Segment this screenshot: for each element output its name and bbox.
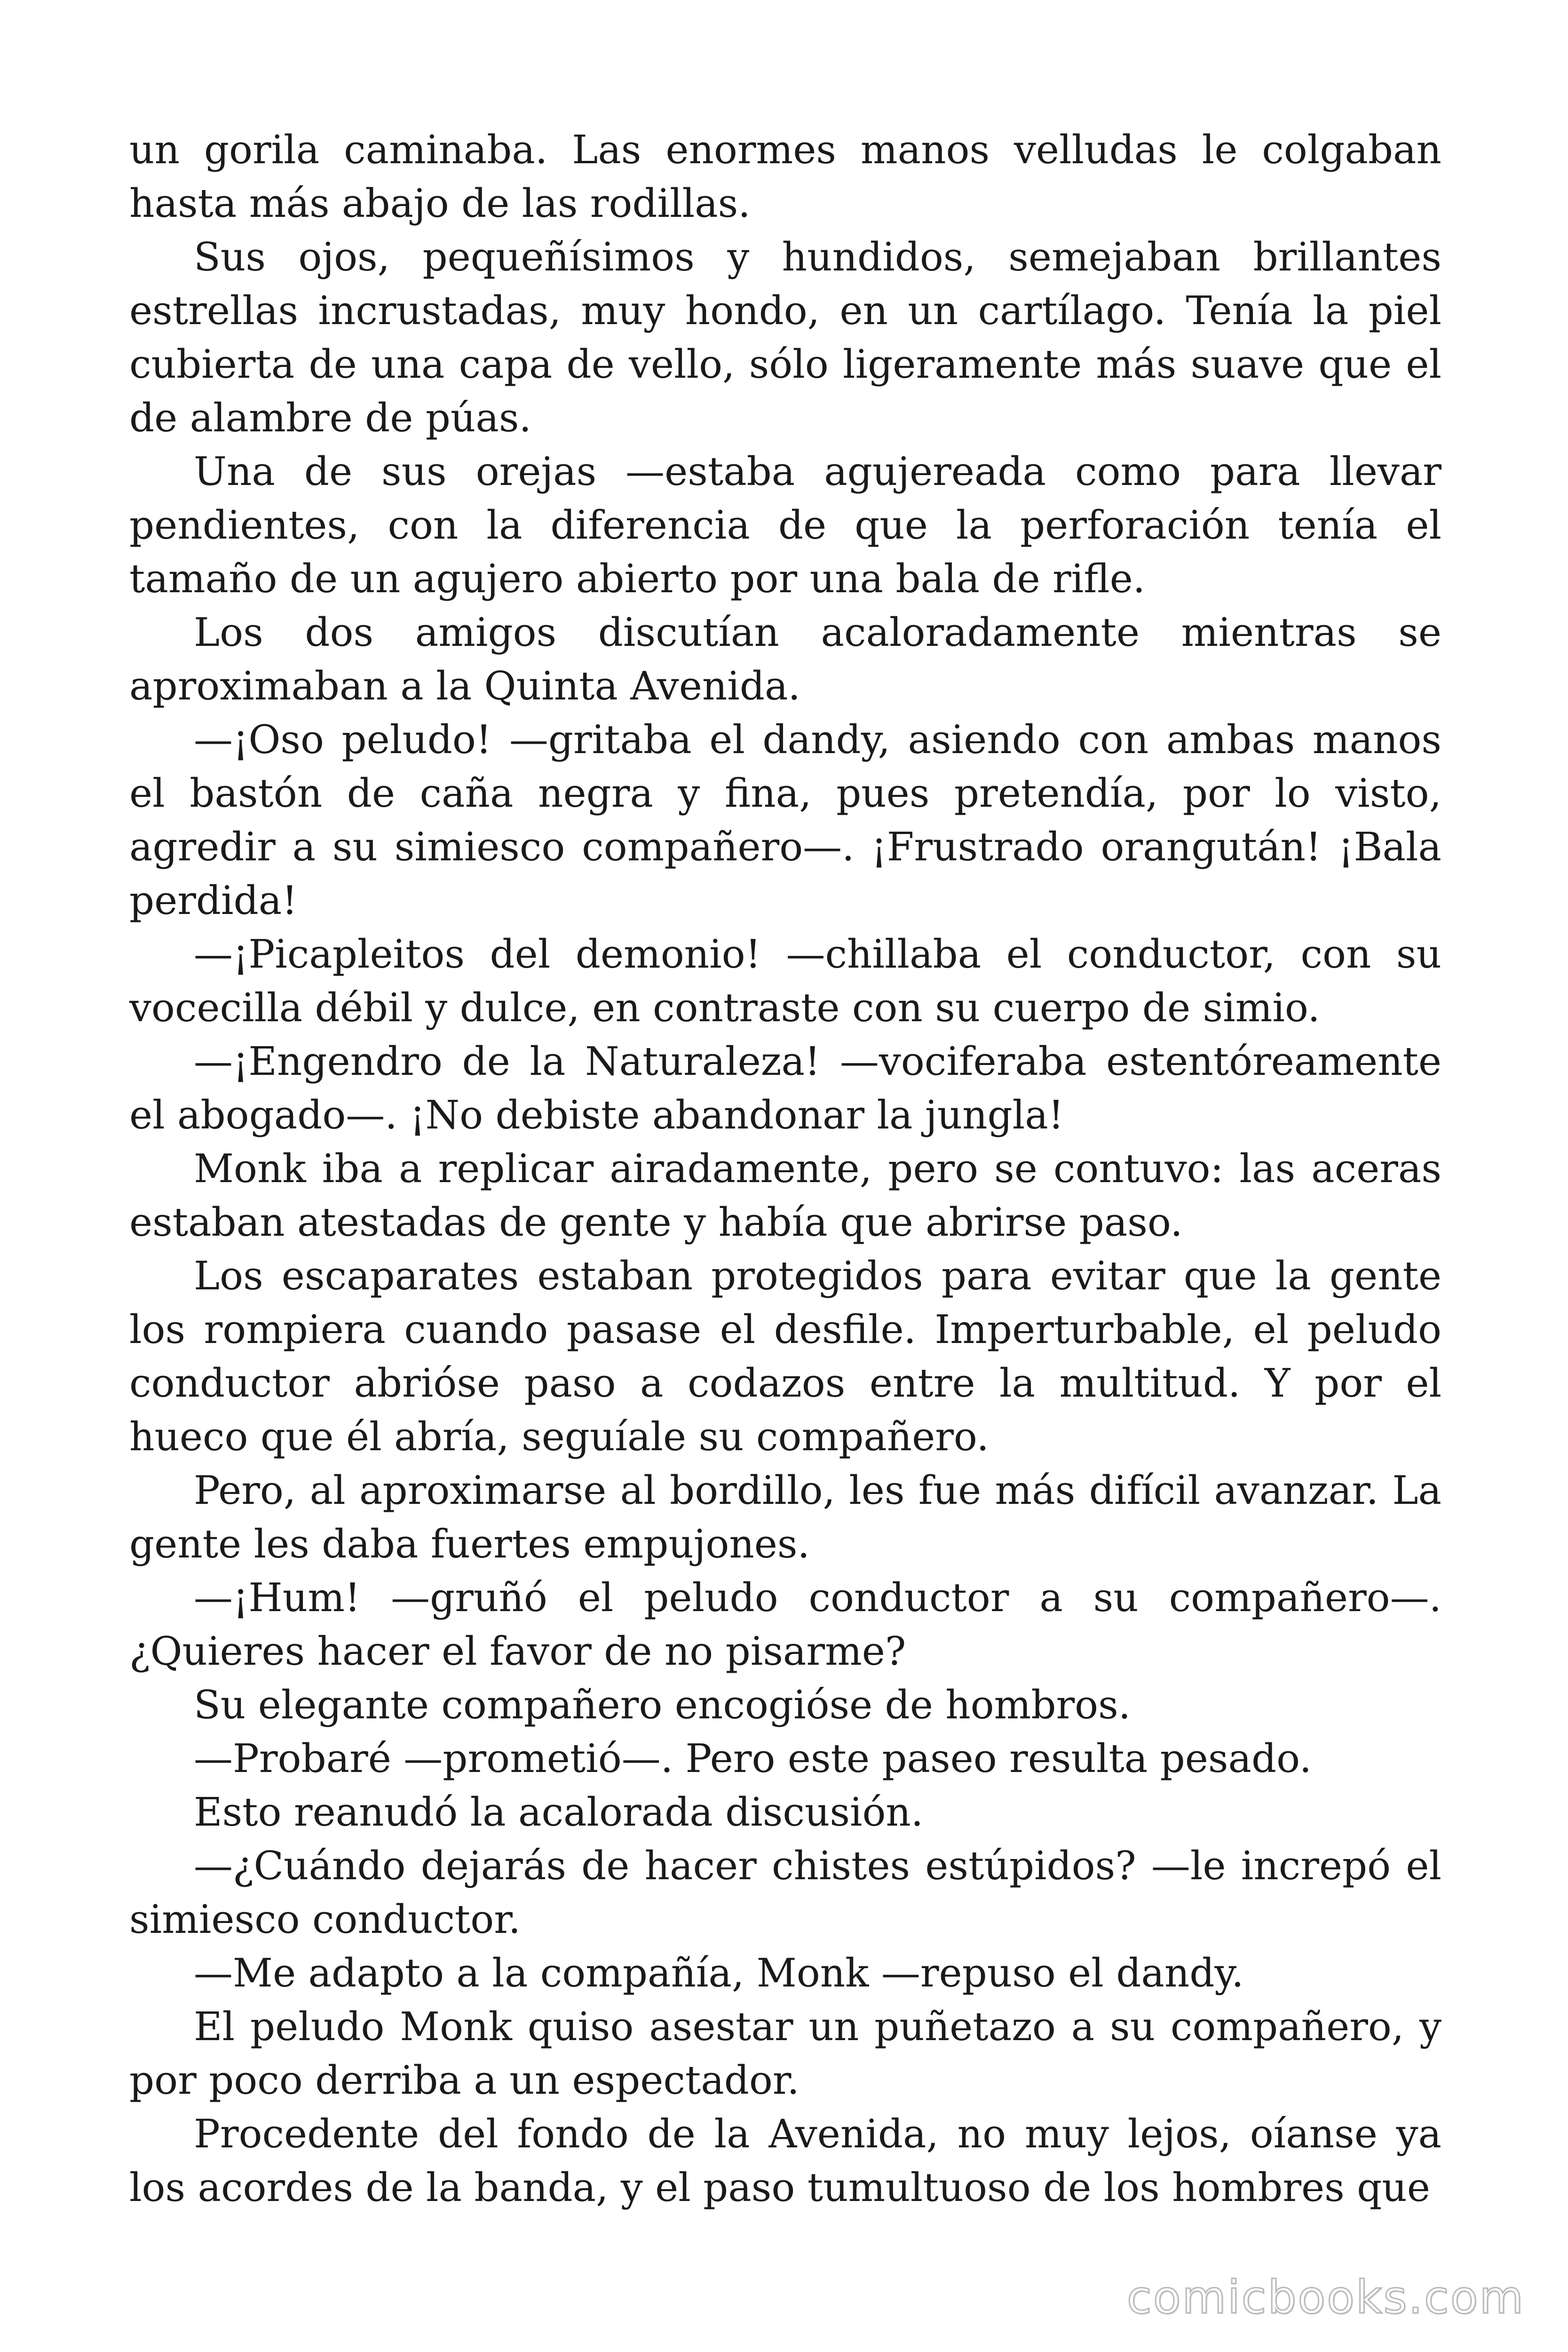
- paragraph-12: Su elegante compañero encogióse de hombros.: [194, 1682, 1131, 1728]
- paragraph-6: —¡Picapleitos del demonio! —chillaba el conductor, con su vocecilla débil y dulce, en contraste con su cuerpo de simio.: [129, 931, 1441, 1031]
- paragraph-1: un gorila caminaba. Las enormes manos velludas le colgaban hasta más abajo de las rodillas.: [129, 127, 1441, 226]
- paragraph-2: Sus ojos, pequeñísimos y hundidos, semejaban brillantes estrellas incrustadas, muy hondo, en un cartílago. Tenía la piel cubierta de una capa de vello, sólo ligeramente más suave que el de alambre de púas.: [129, 234, 1441, 441]
- paragraph-8: Monk iba a replicar airadamente, pero se contuvo: las aceras estaban atestadas de gente y había que abrirse paso.: [129, 1146, 1441, 1245]
- paragraph-15: —¿Cuándo dejarás de hacer chistes estúpidos? —le increpó el simiesco conductor.: [129, 1843, 1441, 1942]
- paragraph-13: —Probaré —prometió—. Pero este paseo resulta pesado.: [194, 1736, 1312, 1781]
- paragraph-4: Los dos amigos discutían acaloradamente mientras se aproximaban a la Quinta Avenida.: [129, 610, 1441, 709]
- paragraph-18: Procedente del fondo de la Avenida, no muy lejos, oíanse ya los acordes de la banda, y el paso tumultuoso de los hombres que: [129, 2111, 1441, 2210]
- paragraph-7: —¡Engendro de la Naturaleza! —vociferaba estentóreamente el abogado—. ¡No debiste abandonar la jungla!: [129, 1039, 1441, 1138]
- paragraph-9: Los escaparates estaban protegidos para evitar que la gente los rompiera cuando pasase el desfile. Imperturbable, el peludo conductor abrióse paso a codazos entre la multitud. Y por el hueco que él abría, seguíale su compañero.: [129, 1253, 1441, 1460]
- paragraph-10: Pero, al aproximarse al bordillo, les fue más difícil avanzar. La gente les daba fuertes empujones.: [129, 1468, 1441, 1567]
- paragraph-11: —¡Hum! —gruñó el peludo conductor a su compañero—. ¿Quieres hacer el favor de no pisarme?: [129, 1575, 1441, 1674]
- paragraph-14: Esto reanudó la acalorada discusión.: [194, 1789, 924, 1835]
- watermark: comicbooks.com: [1126, 2271, 1525, 2324]
- page-text: [129, 123, 1441, 2215]
- paragraph-5: —¡Oso peludo! —gritaba el dandy, asiendo con ambas manos el bastón de caña negra y fina, pues pretendía, por lo visto, agredir a su simiesco compañero—. ¡Frustrado orangután! ¡Bala perdida!: [129, 717, 1441, 923]
- paragraph-16: —Me adapto a la compañía, Monk —repuso el dandy.: [194, 1950, 1244, 1996]
- paragraph-17: El peludo Monk quiso asestar un puñetazo a su compañero, y por poco derriba a un espectador.: [129, 2004, 1441, 2103]
- paragraph-3: Una de sus orejas —estaba agujereada como para llevar pendientes, con la diferencia de que la perforación tenía el tamaño de un agujero abierto por una bala de rifle.: [129, 449, 1441, 602]
